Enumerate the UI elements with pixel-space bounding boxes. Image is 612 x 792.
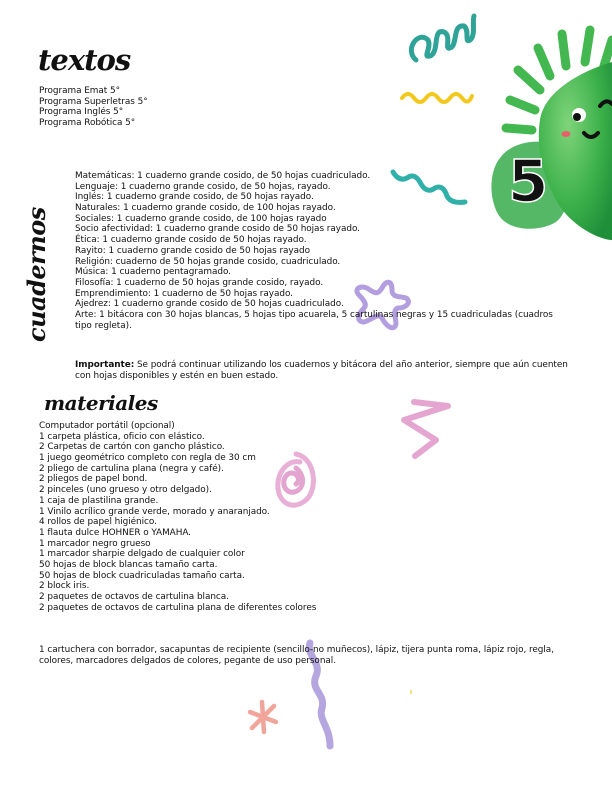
list-item: Filosofía: 1 cuaderno de 50 hojas grande cosido, rayado. xyxy=(75,277,324,288)
list-item-arte-cont: tipo regleta). xyxy=(75,320,132,331)
importante-text: Se podrá continuar utilizando los cuadernos y bitácora del año anterior, siempre que aún cuenten xyxy=(134,360,568,370)
list-item: Matemáticas: 1 cuaderno grande cosido, de 50 hojas cuadriculado. xyxy=(75,171,371,181)
list-item: Socio afectividad: 1 cuaderno grande cosido de 50 hojas rayado. xyxy=(75,224,360,235)
list-item: Programa Robótica 5° xyxy=(39,118,136,129)
list-item: 2 block iris. xyxy=(39,581,90,592)
grade-number: 5 xyxy=(508,147,549,215)
pink-zigzag-icon xyxy=(404,402,448,456)
list-item: Computador portátil (opcional) xyxy=(39,421,175,431)
textos-list xyxy=(39,86,148,129)
list-item: 2 paquetes de octavos de cartulina plana de diferentes colores xyxy=(39,602,317,613)
list-item: 2 pliegos de papel bond. xyxy=(39,474,148,485)
list-item: 2 paquetes de octavos de cartulina blanca. xyxy=(39,592,229,602)
list-item: 2 pinceles (uno grueso y otro delgado). xyxy=(39,485,212,496)
list-item: 1 flauta dulce HOHNER o YAMAHA. xyxy=(39,527,191,538)
list-item: Emprendimiento: 1 cuaderno de 50 hojas rayado. xyxy=(75,288,293,299)
materiales-list xyxy=(39,421,316,613)
list-item: Sociales: 1 cuaderno grande cosido, de 100 hojas rayado xyxy=(75,213,327,224)
list-item: 1 juego geométrico completo con regla de 30 cm xyxy=(39,453,256,464)
list-item: Naturales: 1 cuaderno grande cosido, de 100 hojas rayado. xyxy=(75,203,336,214)
heading-textos: textos xyxy=(38,43,131,77)
teal-coil-icon xyxy=(411,16,474,60)
mascot-pupil xyxy=(573,113,581,121)
list-item: 1 caja de plastilina grande. xyxy=(39,495,159,506)
salmon-asterisk-icon xyxy=(250,702,276,732)
yellow-speck xyxy=(410,690,412,694)
list-item: Programa Inglés 5° xyxy=(39,107,124,118)
cartuchera-line: 1 cartuchera con borrador, sacapuntas de recipiente (sencillo-no muñecos), lápiz, tijera punta roma, lápiz rojo, regla, xyxy=(39,645,554,655)
cartuchera-line-cont: colores, marcadores delgados de colores, pegante de uso personal. xyxy=(39,655,336,666)
list-item: Ajedrez: 1 cuaderno grande cosido de 50 hojas cuadriculado. xyxy=(75,299,344,310)
list-item-arte: Arte: 1 bitácora con 30 hojas blancas, 5 hojas tipo acuarela, 5 cartulinas negras y 15 cuadriculadas (cuadros xyxy=(75,309,553,320)
list-item: 50 hojas de block cuadriculadas tamaño carta. xyxy=(39,570,245,581)
cartuchera-item xyxy=(39,645,554,666)
list-item: 4 rollos de papel higiénico. xyxy=(39,517,157,528)
list-item: Rayito: 1 cuaderno grande cosido de 50 hojas rayado xyxy=(75,245,310,256)
importante-text-cont: con hojas disponibles y estén en buen estado. xyxy=(75,370,279,381)
list-item: Lenguaje: 1 cuaderno grande cosido, de 50 hojas, rayado. xyxy=(75,181,331,192)
list-item: 1 Vinilo acrílico grande verde, morado y anaranjado. xyxy=(39,506,270,517)
list-item: 2 pliego de cartulina plana (negra y café). xyxy=(39,463,224,474)
list-item: Programa Emat 5° xyxy=(39,86,120,96)
importante-label: Importante: xyxy=(75,360,135,370)
importante-note xyxy=(75,360,568,381)
list-item: 2 Carpetas de cartón con gancho plástico. xyxy=(39,442,225,453)
list-item: 50 hojas de block blancas tamaño carta. xyxy=(39,559,218,570)
list-item: 1 carpeta plástica, oficio con elástico. xyxy=(39,431,205,442)
list-item: 1 marcador negro grueso xyxy=(39,538,151,549)
cuadernos-list xyxy=(75,171,553,331)
list-item: Programa Superletras 5° xyxy=(39,96,148,107)
heading-materiales: materiales xyxy=(44,391,158,415)
yellow-wave-icon xyxy=(402,94,472,102)
list-item: Inglés: 1 cuaderno grande cosido, de 50 hojas rayado. xyxy=(75,192,314,203)
list-item: Ética: 1 cuaderno grande cosido de 50 hojas rayado. xyxy=(75,235,307,246)
list-item: 1 marcador sharpie delgado de cualquier color xyxy=(39,549,245,560)
list-item: Música: 1 cuaderno pentagramado. xyxy=(75,267,231,278)
list-item: Religión: cuaderno de 50 hojas grande cosido, cuadriculado. xyxy=(75,256,341,267)
mascot-cheek xyxy=(562,131,571,137)
heading-cuadernos: cuadernos xyxy=(22,207,51,342)
